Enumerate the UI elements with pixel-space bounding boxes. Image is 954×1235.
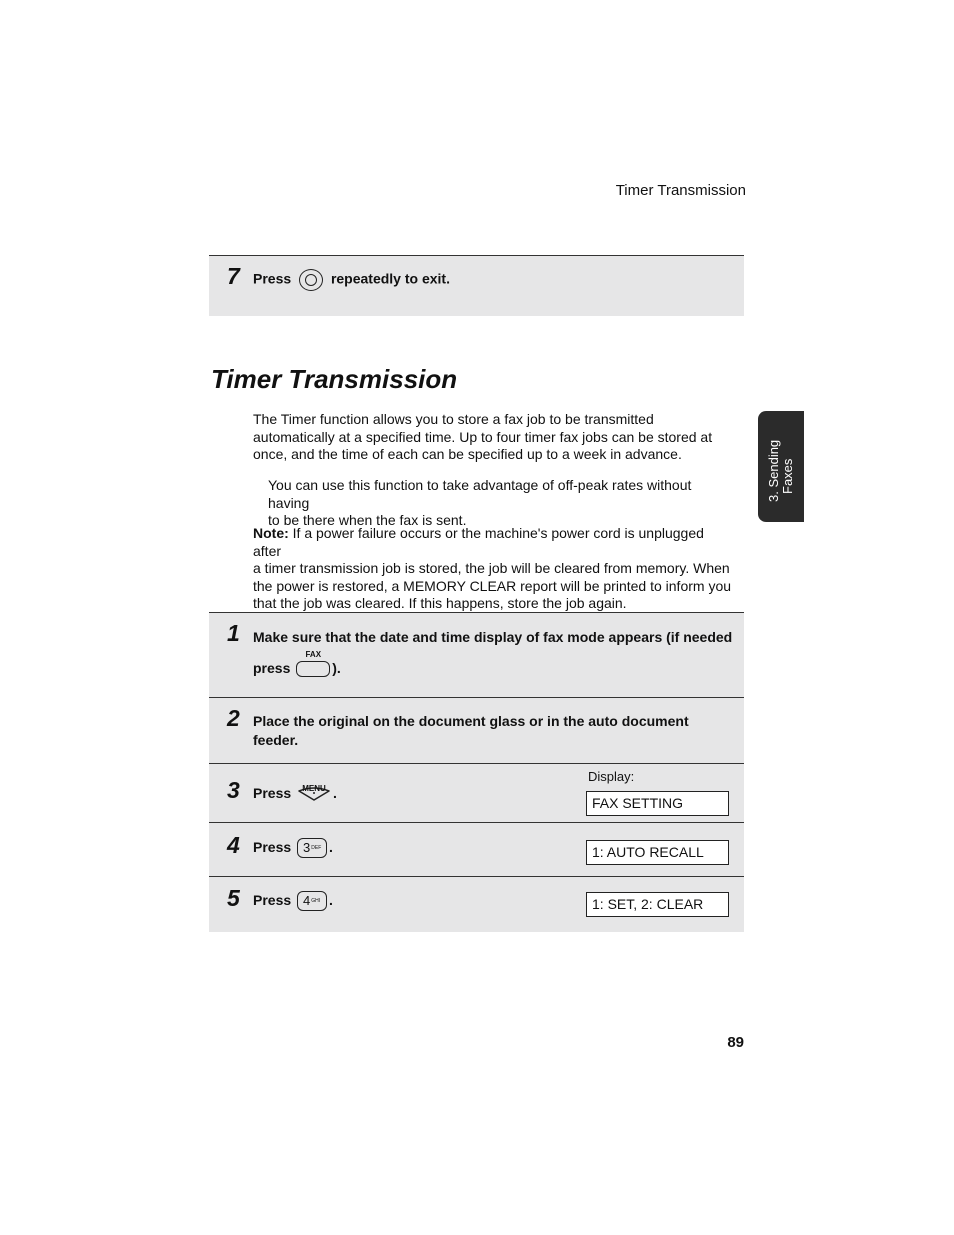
step-instruction: . bbox=[329, 839, 333, 855]
press-label: Press bbox=[253, 785, 292, 801]
note-text: If a power failure occurs or the machine's power cord is unplugged after bbox=[253, 525, 704, 559]
note-line: that the job was cleared. If this happens, store the job again. bbox=[253, 595, 627, 611]
key-4-icon bbox=[297, 891, 327, 911]
press-label: Press bbox=[253, 270, 292, 287]
step-number: 3 bbox=[227, 777, 240, 803]
step-number: 7 bbox=[227, 263, 240, 289]
note-paragraph bbox=[253, 525, 733, 613]
chapter-tab bbox=[758, 411, 804, 522]
step-text bbox=[253, 891, 333, 911]
step-1 bbox=[209, 612, 744, 698]
intro-line: automatically at a specified time. Up to four timer fax jobs can be stored at bbox=[253, 428, 713, 445]
display-screen: 1: SET, 2: CLEAR bbox=[586, 892, 729, 917]
step-text: Make sure that the date and time display of fax mode appears (if needed bbox=[253, 629, 733, 645]
press-label: Press bbox=[253, 892, 292, 908]
step-text bbox=[253, 838, 333, 858]
step-number: 2 bbox=[227, 705, 240, 731]
step-2 bbox=[209, 697, 744, 763]
step-text bbox=[253, 712, 689, 750]
step-line: Place the original on the document glass or in the auto document bbox=[253, 713, 689, 729]
tip-paragraph bbox=[268, 477, 733, 530]
step-text bbox=[253, 269, 450, 291]
key-label: 3 bbox=[303, 840, 311, 856]
stop-key-icon bbox=[299, 269, 323, 291]
key-sublabel: GHI bbox=[311, 898, 321, 905]
menu-key-icon bbox=[297, 784, 331, 801]
tip-line: to be there when the fax is sent. bbox=[268, 512, 467, 528]
display-label: Display: bbox=[588, 769, 635, 784]
step-7-band bbox=[209, 255, 744, 316]
step-instruction: repeatedly to exit. bbox=[330, 270, 450, 287]
fax-key-icon bbox=[296, 650, 330, 677]
note-line bbox=[253, 525, 733, 560]
intro-line: The Timer function allows you to store a fax job to be transmitted bbox=[253, 411, 654, 427]
note-line: a timer transmission job is stored, the job will be cleared from memory. When bbox=[253, 560, 730, 576]
step-instruction: ). bbox=[332, 660, 341, 676]
key-3-icon bbox=[297, 838, 327, 858]
running-header: Timer Transmission bbox=[615, 182, 746, 199]
note-label: Note: bbox=[253, 525, 289, 541]
note-line: the power is restored, a MEMORY CLEAR report will be printed to inform you bbox=[253, 577, 732, 594]
step-line: feeder. bbox=[253, 732, 299, 748]
intro-line: once, and the time of each can be specified up to a week in advance. bbox=[253, 446, 682, 462]
display-screen: FAX SETTING bbox=[586, 791, 729, 816]
key-label: 4 bbox=[303, 893, 311, 909]
step-instruction: . bbox=[333, 785, 337, 801]
chapter-tab-label bbox=[758, 411, 804, 522]
step-number: 4 bbox=[227, 832, 240, 858]
section-title: Timer Transmission bbox=[211, 364, 458, 394]
step-text bbox=[253, 784, 337, 803]
steps-band bbox=[209, 612, 744, 932]
press-label: press bbox=[253, 660, 291, 676]
chapter-tab-line: 3. Sending bbox=[766, 439, 781, 502]
step-number: 1 bbox=[227, 620, 240, 646]
page-number: 89 bbox=[727, 1034, 744, 1051]
tip-line: You can use this function to take advantage of off-peak rates without having bbox=[268, 477, 692, 511]
key-sublabel: DEF bbox=[311, 845, 322, 852]
fax-key-caption: FAX bbox=[305, 650, 322, 660]
step-instruction: . bbox=[329, 892, 333, 908]
step-text bbox=[253, 650, 341, 678]
press-label: Press bbox=[253, 839, 292, 855]
menu-key-caption: MENU bbox=[302, 784, 326, 794]
step-number: 5 bbox=[227, 885, 240, 911]
intro-paragraph bbox=[253, 411, 733, 464]
display-screen: 1: AUTO RECALL bbox=[586, 840, 729, 865]
chapter-tab-line: Faxes bbox=[780, 458, 795, 494]
